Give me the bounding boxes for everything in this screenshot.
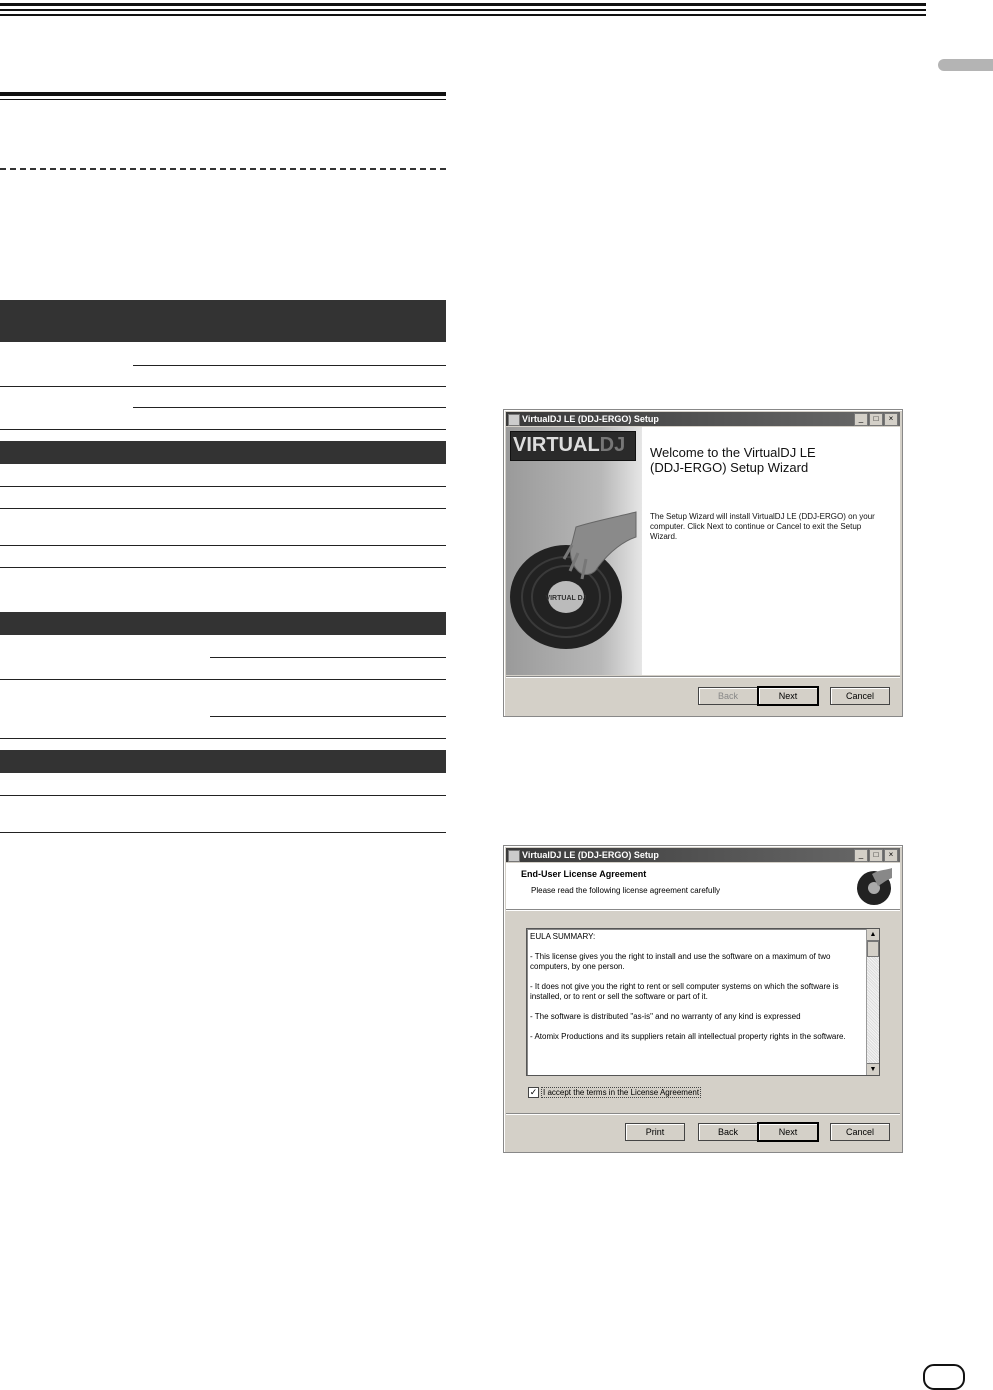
setup-app-icon — [508, 850, 520, 862]
cancel-button[interactable]: Cancel — [830, 687, 890, 705]
table-row-line — [210, 657, 446, 658]
logo-dj: DJ — [599, 434, 626, 456]
eula-scrollbar[interactable] — [866, 929, 879, 1075]
dialog-titlebar[interactable] — [506, 412, 900, 426]
print-button[interactable]: Print — [625, 1123, 685, 1141]
accept-license-label[interactable]: I accept the terms in the License Agreement — [543, 1088, 700, 1097]
table-row-line — [0, 832, 446, 833]
wizard-heading: Welcome to the VirtualDJ LE (DDJ-ERGO) Setup Wizard — [650, 445, 816, 475]
eula-textbox[interactable] — [526, 928, 880, 1076]
page-number-badge — [923, 1364, 965, 1390]
wizard-description: The Setup Wizard will install VirtualDJ LE (DDJ-ERGO) on your computer. Click Next to continue or Cancel to exit the Setup Wizard. — [650, 512, 875, 541]
table-row-line — [133, 365, 446, 366]
header-rule-2 — [0, 9, 926, 11]
table-header — [0, 750, 446, 773]
table-row-line — [0, 567, 446, 568]
eula-title: EULA SUMMARY: — [530, 932, 596, 941]
table-row-line — [0, 738, 446, 739]
table-row-line — [0, 429, 446, 430]
minimize-button[interactable]: _ — [854, 413, 868, 426]
disc-icon — [854, 866, 894, 906]
next-button[interactable]: Next — [757, 686, 819, 706]
dashed-divider — [0, 168, 446, 170]
setup-app-icon — [508, 414, 520, 426]
maximize-button[interactable]: □ — [869, 413, 883, 426]
language-tab — [938, 59, 993, 71]
license-agreement-dialog — [503, 845, 903, 1153]
close-button[interactable]: × — [884, 413, 898, 426]
dialog-title: VirtualDJ LE (DDJ-ERGO) Setup — [522, 850, 659, 860]
eula-paragraph: - This license gives you the right to install and use the software on a maximum of two computers, by one person. — [530, 952, 831, 971]
disc-label: VIRTUAL DJ — [545, 595, 587, 602]
turntable-disc-icon — [506, 467, 642, 667]
scroll-down-arrow-icon[interactable]: ▼ — [867, 1063, 879, 1075]
table-row-line — [0, 508, 446, 509]
section-rule-thin — [0, 99, 446, 100]
minimize-button[interactable]: _ — [854, 849, 868, 862]
next-button[interactable]: Next — [757, 1122, 819, 1142]
logo-virtual: VIRTUAL — [513, 434, 600, 456]
header-rule-1 — [0, 3, 926, 6]
cancel-button[interactable]: Cancel — [830, 1123, 890, 1141]
license-heading: End-User License Agreement — [521, 869, 647, 879]
eula-paragraph: - It does not give you the right to rent or sell computer systems on which the software is installed, or to rent or sell the software or part of it. — [530, 982, 839, 1001]
header-rule-3 — [0, 14, 926, 16]
dialog-titlebar[interactable] — [506, 848, 900, 862]
table-row-line — [0, 486, 446, 487]
back-button[interactable]: Back — [698, 1123, 758, 1141]
table-row-line — [0, 386, 446, 387]
eula-paragraph: - Atomix Productions and its suppliers retain all intellectual property rights in the software. — [530, 1032, 846, 1041]
scroll-thumb[interactable] — [867, 941, 879, 957]
table-row-line — [0, 545, 446, 546]
accept-license-checkbox[interactable]: ✓ — [529, 1087, 538, 1097]
back-button[interactable]: Back — [698, 687, 758, 705]
section-rule — [0, 92, 446, 96]
dialog-title: VirtualDJ LE (DDJ-ERGO) Setup — [522, 414, 659, 424]
table-row-line — [0, 679, 446, 680]
eula-paragraph: - The software is distributed "as-is" and no warranty of any kind is expressed — [530, 1012, 801, 1021]
table-row-line — [210, 716, 446, 717]
close-button[interactable]: × — [884, 849, 898, 862]
license-subheading: Please read the following license agreement carefully — [531, 886, 720, 895]
maximize-button[interactable]: □ — [869, 849, 883, 862]
table-header — [0, 300, 446, 342]
table-row-line — [133, 407, 446, 408]
scroll-up-arrow-icon[interactable]: ▲ — [867, 929, 879, 941]
table-row-line — [0, 795, 446, 796]
license-banner — [506, 863, 900, 909]
wizard-side-graphic — [506, 427, 642, 675]
table-header — [0, 441, 446, 464]
setup-welcome-dialog — [503, 409, 903, 717]
table-header — [0, 612, 446, 635]
